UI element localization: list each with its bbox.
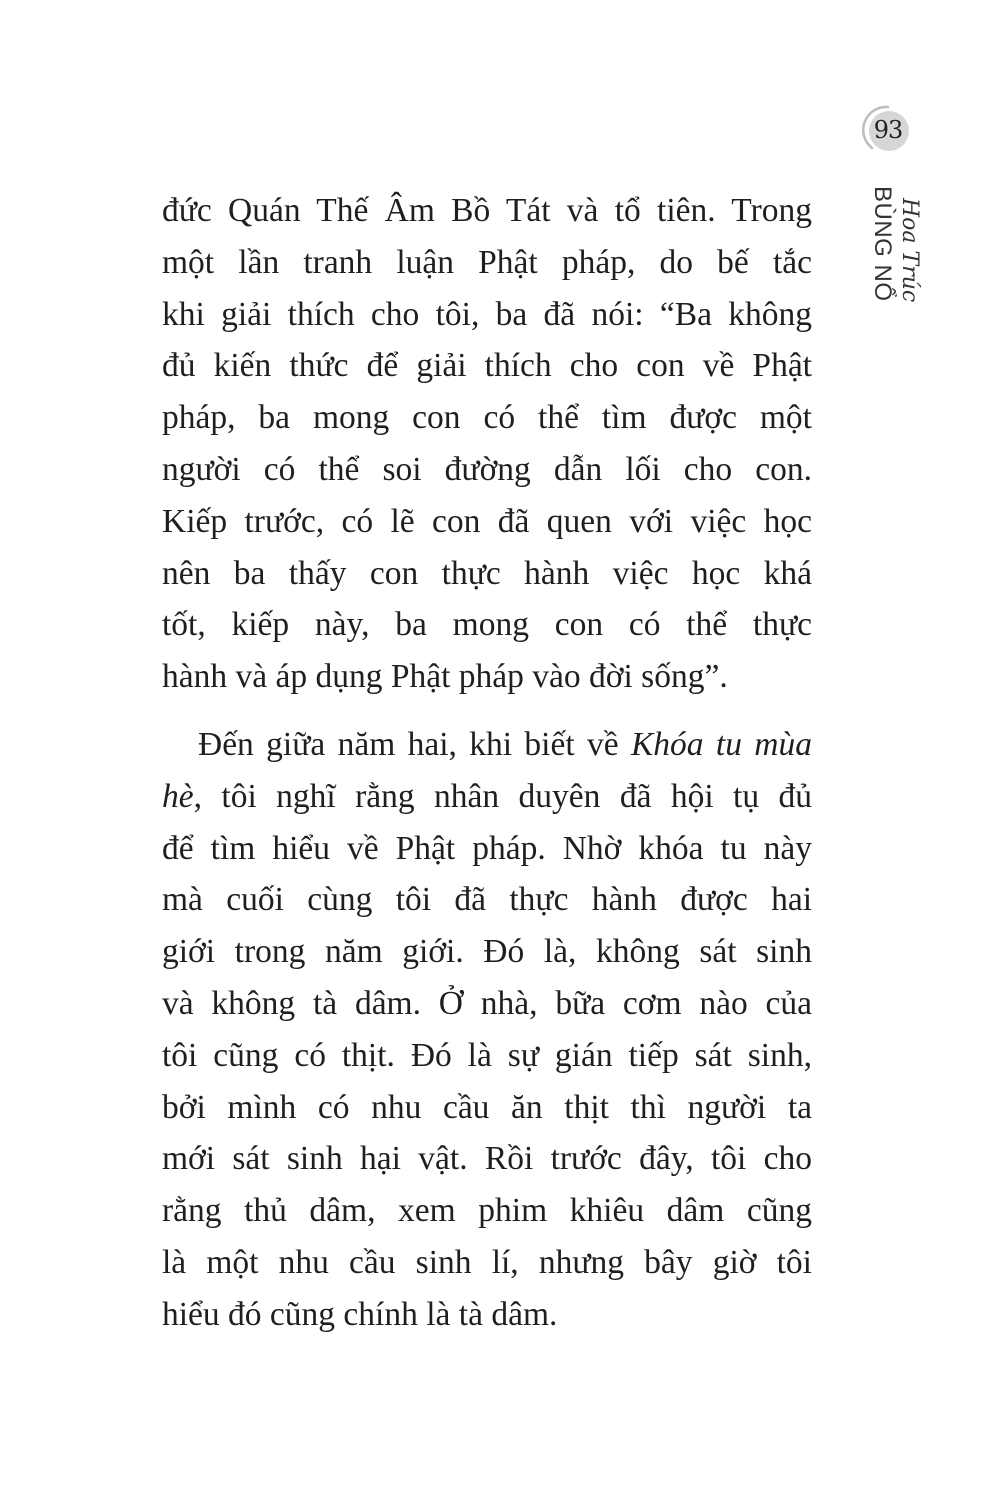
text-line: mà cuối cùng tôi đã thực hành được hai bbox=[162, 881, 812, 919]
text-line: Kiếp trước, có lẽ con đã quen với việc học bbox=[162, 502, 812, 540]
text-line bbox=[162, 719, 812, 771]
text-line: đức Quán Thế Âm Bồ Tát và tổ tiên. Trong bbox=[162, 192, 812, 229]
text-line: tốt, kiếp này, ba mong con có thể thực bbox=[162, 606, 812, 644]
text-line: pháp, ba mong con có thể tìm được một bbox=[162, 399, 812, 437]
text-line: người có thể soi đường dẫn lối cho con. bbox=[162, 450, 812, 488]
text-line: bởi mình có nhu cầu ăn thịt thì người ta bbox=[162, 1088, 812, 1126]
running-header bbox=[866, 182, 924, 303]
text-line: đủ kiến thức để giải thích cho con về Phật bbox=[162, 347, 812, 385]
book-title: BÙNG NỔ bbox=[869, 186, 896, 302]
text-line: rằng thủ dâm, xem phim khiêu dâm cũng bbox=[162, 1192, 812, 1230]
text-fragment: Đến giữa năm hai, khi biết về bbox=[198, 725, 631, 763]
paragraph-1 bbox=[162, 185, 812, 703]
course-name-italic: Khóa tu mùa bbox=[630, 725, 812, 763]
text-fragment: , tôi nghĩ rằng nhân duyên đã hội tụ đủ bbox=[193, 777, 812, 815]
text-line: và không tà dâm. Ở nhà, bữa cơm nào của bbox=[162, 984, 812, 1022]
text-line: nên ba thấy con thực hành việc học khá bbox=[162, 554, 812, 592]
text-line: một lần tranh luận Phật pháp, do bế tắc bbox=[162, 243, 812, 281]
text-line: giới trong năm giới. Đó là, không sát sinh bbox=[162, 933, 812, 971]
page-number: 93 bbox=[873, 116, 903, 144]
text-line: tôi cũng có thịt. Đó là sự gián tiếp sát sinh, bbox=[162, 1036, 812, 1074]
text-line: khi giải thích cho tôi, ba đã nói: “Ba không bbox=[162, 295, 812, 333]
text-line: hiểu đó cũng chính là tà dâm. bbox=[162, 1295, 558, 1333]
page-number-badge bbox=[862, 104, 914, 156]
course-name-italic: hè bbox=[162, 777, 194, 815]
author-signature: Hoa Trúc bbox=[897, 198, 922, 303]
text-line: hành và áp dụng Phật pháp vào đời sống”. bbox=[162, 658, 728, 696]
text-line: mới sát sinh hại vật. Rồi trước đây, tôi cho bbox=[162, 1140, 812, 1178]
text-line bbox=[162, 771, 812, 823]
text-line: là một nhu cầu sinh lí, nhưng bây giờ tôi bbox=[162, 1243, 812, 1281]
paragraph-2 bbox=[162, 719, 812, 1341]
text-line: để tìm hiểu về Phật pháp. Nhờ khóa tu này bbox=[162, 829, 812, 867]
body-text bbox=[162, 185, 812, 1341]
